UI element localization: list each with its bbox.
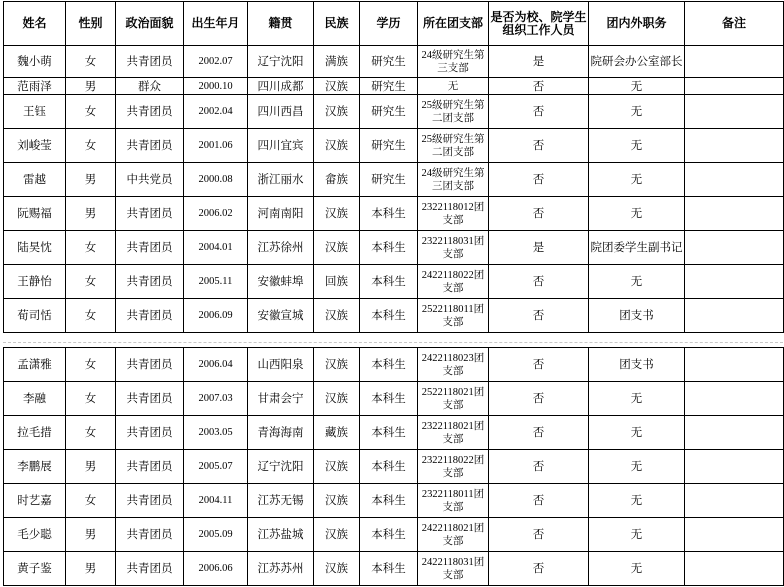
cell-note xyxy=(685,518,784,552)
cell-education: 本科生 xyxy=(360,416,418,450)
cell-branch: 2322118011团支部 xyxy=(418,484,489,518)
cell-name: 阮赐福 xyxy=(4,197,66,231)
cell-political: 共青团员 xyxy=(116,265,184,299)
cell-origin: 辽宁沈阳 xyxy=(248,450,314,484)
cell-gender: 女 xyxy=(66,95,116,129)
cell-branch: 2422118022团支部 xyxy=(418,265,489,299)
cell-note xyxy=(685,552,784,586)
cell-birth: 2002.07 xyxy=(184,46,248,78)
cell-name: 拉毛措 xyxy=(4,416,66,450)
page-break-line xyxy=(3,342,783,343)
cell-origin: 安徽蚌埠 xyxy=(248,265,314,299)
cell-note xyxy=(685,484,784,518)
cell-duty: 无 xyxy=(589,163,685,197)
cell-education: 本科生 xyxy=(360,552,418,586)
cell-branch: 24级研究生第三团支部 xyxy=(418,163,489,197)
cell-political: 中共党员 xyxy=(116,163,184,197)
cell-education: 本科生 xyxy=(360,231,418,265)
cell-staff: 否 xyxy=(489,484,589,518)
header-staff: 是否为校、院学生组织工作人员 xyxy=(489,2,589,46)
cell-duty: 无 xyxy=(589,518,685,552)
cell-duty: 无 xyxy=(589,95,685,129)
cell-ethnic: 汉族 xyxy=(314,518,360,552)
table-row xyxy=(4,518,784,552)
cell-staff: 否 xyxy=(489,95,589,129)
cell-duty: 无 xyxy=(589,129,685,163)
cell-gender: 男 xyxy=(66,450,116,484)
cell-name: 毛少聪 xyxy=(4,518,66,552)
cell-gender: 男 xyxy=(66,518,116,552)
header-birth: 出生年月 xyxy=(184,2,248,46)
cell-political: 群众 xyxy=(116,78,184,95)
cell-gender: 女 xyxy=(66,265,116,299)
table-row xyxy=(4,129,784,163)
cell-duty: 无 xyxy=(589,552,685,586)
cell-name: 王静怡 xyxy=(4,265,66,299)
cell-birth: 2004.01 xyxy=(184,231,248,265)
cell-gender: 女 xyxy=(66,129,116,163)
cell-education: 研究生 xyxy=(360,95,418,129)
cell-political: 共青团员 xyxy=(116,484,184,518)
cell-ethnic: 满族 xyxy=(314,46,360,78)
cell-gender: 女 xyxy=(66,299,116,333)
cell-name: 荀司恬 xyxy=(4,299,66,333)
cell-note xyxy=(685,129,784,163)
cell-branch: 25级研究生第二团支部 xyxy=(418,95,489,129)
cell-branch: 无 xyxy=(418,78,489,95)
cell-birth: 2005.07 xyxy=(184,450,248,484)
header-name: 姓名 xyxy=(4,2,66,46)
cell-note xyxy=(685,348,784,382)
cell-origin: 青海海南 xyxy=(248,416,314,450)
cell-staff: 否 xyxy=(489,299,589,333)
cell-political: 共青团员 xyxy=(116,518,184,552)
cell-education: 本科生 xyxy=(360,348,418,382)
cell-branch: 2422118021团支部 xyxy=(418,518,489,552)
cell-political: 共青团员 xyxy=(116,231,184,265)
cell-birth: 2002.04 xyxy=(184,95,248,129)
table-row xyxy=(4,416,784,450)
cell-gender: 男 xyxy=(66,197,116,231)
cell-birth: 2006.09 xyxy=(184,299,248,333)
cell-political: 共青团员 xyxy=(116,416,184,450)
cell-birth: 2007.03 xyxy=(184,382,248,416)
header-ethnic: 民族 xyxy=(314,2,360,46)
cell-staff: 否 xyxy=(489,163,589,197)
cell-duty: 院研会办公室部长 xyxy=(589,46,685,78)
cell-origin: 安徽宣城 xyxy=(248,299,314,333)
cell-duty: 院团委学生副书记 xyxy=(589,231,685,265)
cell-duty: 无 xyxy=(589,484,685,518)
table-row xyxy=(4,46,784,78)
cell-education: 本科生 xyxy=(360,265,418,299)
header-origin: 籍贯 xyxy=(248,2,314,46)
cell-staff: 是 xyxy=(489,46,589,78)
cell-staff: 否 xyxy=(489,265,589,299)
cell-staff: 否 xyxy=(489,552,589,586)
cell-birth: 2000.08 xyxy=(184,163,248,197)
table-row xyxy=(4,231,784,265)
cell-ethnic: 汉族 xyxy=(314,382,360,416)
cell-name: 孟潇雅 xyxy=(4,348,66,382)
cell-note xyxy=(685,231,784,265)
cell-gender: 女 xyxy=(66,46,116,78)
cell-staff: 是 xyxy=(489,231,589,265)
header-education: 学历 xyxy=(360,2,418,46)
cell-political: 共青团员 xyxy=(116,197,184,231)
cell-origin: 山西阳泉 xyxy=(248,348,314,382)
cell-staff: 否 xyxy=(489,416,589,450)
cell-staff: 否 xyxy=(489,382,589,416)
cell-ethnic: 汉族 xyxy=(314,484,360,518)
cell-education: 本科生 xyxy=(360,197,418,231)
cell-ethnic: 汉族 xyxy=(314,231,360,265)
cell-education: 本科生 xyxy=(360,382,418,416)
cell-ethnic: 汉族 xyxy=(314,552,360,586)
cell-duty: 无 xyxy=(589,197,685,231)
cell-note xyxy=(685,299,784,333)
roster-table-bottom xyxy=(3,347,784,586)
cell-duty: 团支书 xyxy=(589,348,685,382)
header-note: 备注 xyxy=(685,2,784,46)
header-duty: 团内外职务 xyxy=(589,2,685,46)
cell-education: 研究生 xyxy=(360,129,418,163)
table-row xyxy=(4,299,784,333)
cell-political: 共青团员 xyxy=(116,299,184,333)
cell-branch: 2322118012团支部 xyxy=(418,197,489,231)
table-row xyxy=(4,78,784,95)
cell-note xyxy=(685,416,784,450)
cell-note xyxy=(685,197,784,231)
cell-staff: 否 xyxy=(489,518,589,552)
cell-name: 王钰 xyxy=(4,95,66,129)
cell-gender: 女 xyxy=(66,382,116,416)
cell-note xyxy=(685,163,784,197)
table-row xyxy=(4,348,784,382)
cell-name: 魏小萌 xyxy=(4,46,66,78)
cell-education: 研究生 xyxy=(360,78,418,95)
cell-duty: 无 xyxy=(589,78,685,95)
cell-birth: 2000.10 xyxy=(184,78,248,95)
cell-education: 本科生 xyxy=(360,518,418,552)
cell-political: 共青团员 xyxy=(116,450,184,484)
cell-branch: 2422118031团支部 xyxy=(418,552,489,586)
cell-gender: 女 xyxy=(66,348,116,382)
cell-branch: 2522118011团支部 xyxy=(418,299,489,333)
cell-birth: 2006.02 xyxy=(184,197,248,231)
cell-staff: 否 xyxy=(489,450,589,484)
cell-branch: 25级研究生第二团支部 xyxy=(418,129,489,163)
cell-branch: 2522118021团支部 xyxy=(418,382,489,416)
cell-gender: 女 xyxy=(66,416,116,450)
header-branch: 所在团支部 xyxy=(418,2,489,46)
cell-political: 共青团员 xyxy=(116,95,184,129)
table-row xyxy=(4,552,784,586)
cell-ethnic: 藏族 xyxy=(314,416,360,450)
header-political: 政治面貌 xyxy=(116,2,184,46)
cell-note xyxy=(685,95,784,129)
cell-duty: 无 xyxy=(589,382,685,416)
cell-duty: 无 xyxy=(589,450,685,484)
cell-origin: 浙江丽水 xyxy=(248,163,314,197)
cell-birth: 2001.06 xyxy=(184,129,248,163)
table-row xyxy=(4,197,784,231)
cell-origin: 四川西昌 xyxy=(248,95,314,129)
cell-note xyxy=(685,78,784,95)
cell-staff: 否 xyxy=(489,129,589,163)
cell-note xyxy=(685,382,784,416)
table-row xyxy=(4,382,784,416)
cell-branch: 2322118031团支部 xyxy=(418,231,489,265)
cell-name: 李鹏展 xyxy=(4,450,66,484)
cell-name: 李融 xyxy=(4,382,66,416)
cell-branch: 24级研究生第三支部 xyxy=(418,46,489,78)
cell-ethnic: 汉族 xyxy=(314,78,360,95)
cell-political: 共青团员 xyxy=(116,382,184,416)
cell-origin: 江苏盐城 xyxy=(248,518,314,552)
cell-ethnic: 汉族 xyxy=(314,299,360,333)
table-row xyxy=(4,95,784,129)
cell-origin: 辽宁沈阳 xyxy=(248,46,314,78)
cell-name: 时艺嘉 xyxy=(4,484,66,518)
cell-duty: 无 xyxy=(589,416,685,450)
cell-name: 陆昊忱 xyxy=(4,231,66,265)
cell-branch: 2322118021团支部 xyxy=(418,416,489,450)
cell-ethnic: 汉族 xyxy=(314,129,360,163)
cell-ethnic: 汉族 xyxy=(314,197,360,231)
cell-gender: 男 xyxy=(66,552,116,586)
cell-origin: 甘肃会宁 xyxy=(248,382,314,416)
cell-gender: 男 xyxy=(66,78,116,95)
cell-staff: 否 xyxy=(489,197,589,231)
cell-staff: 否 xyxy=(489,78,589,95)
cell-education: 本科生 xyxy=(360,484,418,518)
cell-duty: 无 xyxy=(589,265,685,299)
cell-gender: 女 xyxy=(66,231,116,265)
cell-origin: 江苏徐州 xyxy=(248,231,314,265)
cell-ethnic: 汉族 xyxy=(314,450,360,484)
cell-note xyxy=(685,450,784,484)
header-row xyxy=(4,2,784,46)
cell-name: 范雨泽 xyxy=(4,78,66,95)
cell-birth: 2005.09 xyxy=(184,518,248,552)
table-row xyxy=(4,163,784,197)
cell-education: 研究生 xyxy=(360,46,418,78)
cell-education: 本科生 xyxy=(360,450,418,484)
cell-political: 共青团员 xyxy=(116,46,184,78)
roster-table-top xyxy=(3,1,784,333)
header-gender: 性别 xyxy=(66,2,116,46)
cell-origin: 河南南阳 xyxy=(248,197,314,231)
cell-note xyxy=(685,265,784,299)
table-row xyxy=(4,450,784,484)
cell-ethnic: 汉族 xyxy=(314,348,360,382)
cell-duty: 团支书 xyxy=(589,299,685,333)
cell-education: 研究生 xyxy=(360,163,418,197)
cell-origin: 江苏无锡 xyxy=(248,484,314,518)
cell-branch: 2422118023团支部 xyxy=(418,348,489,382)
cell-note xyxy=(685,46,784,78)
cell-name: 黄子鉴 xyxy=(4,552,66,586)
cell-origin: 四川成都 xyxy=(248,78,314,95)
cell-birth: 2005.11 xyxy=(184,265,248,299)
cell-political: 共青团员 xyxy=(116,348,184,382)
cell-ethnic: 畲族 xyxy=(314,163,360,197)
cell-staff: 否 xyxy=(489,348,589,382)
cell-birth: 2006.06 xyxy=(184,552,248,586)
cell-ethnic: 汉族 xyxy=(314,95,360,129)
cell-birth: 2004.11 xyxy=(184,484,248,518)
cell-name: 刘峻莹 xyxy=(4,129,66,163)
cell-birth: 2003.05 xyxy=(184,416,248,450)
cell-name: 雷越 xyxy=(4,163,66,197)
cell-gender: 男 xyxy=(66,163,116,197)
cell-ethnic: 回族 xyxy=(314,265,360,299)
cell-origin: 四川宜宾 xyxy=(248,129,314,163)
cell-branch: 2322118022团支部 xyxy=(418,450,489,484)
cell-origin: 江苏苏州 xyxy=(248,552,314,586)
table-row xyxy=(4,484,784,518)
cell-political: 共青团员 xyxy=(116,129,184,163)
cell-gender: 女 xyxy=(66,484,116,518)
cell-political: 共青团员 xyxy=(116,552,184,586)
cell-education: 本科生 xyxy=(360,299,418,333)
table-row xyxy=(4,265,784,299)
cell-birth: 2006.04 xyxy=(184,348,248,382)
